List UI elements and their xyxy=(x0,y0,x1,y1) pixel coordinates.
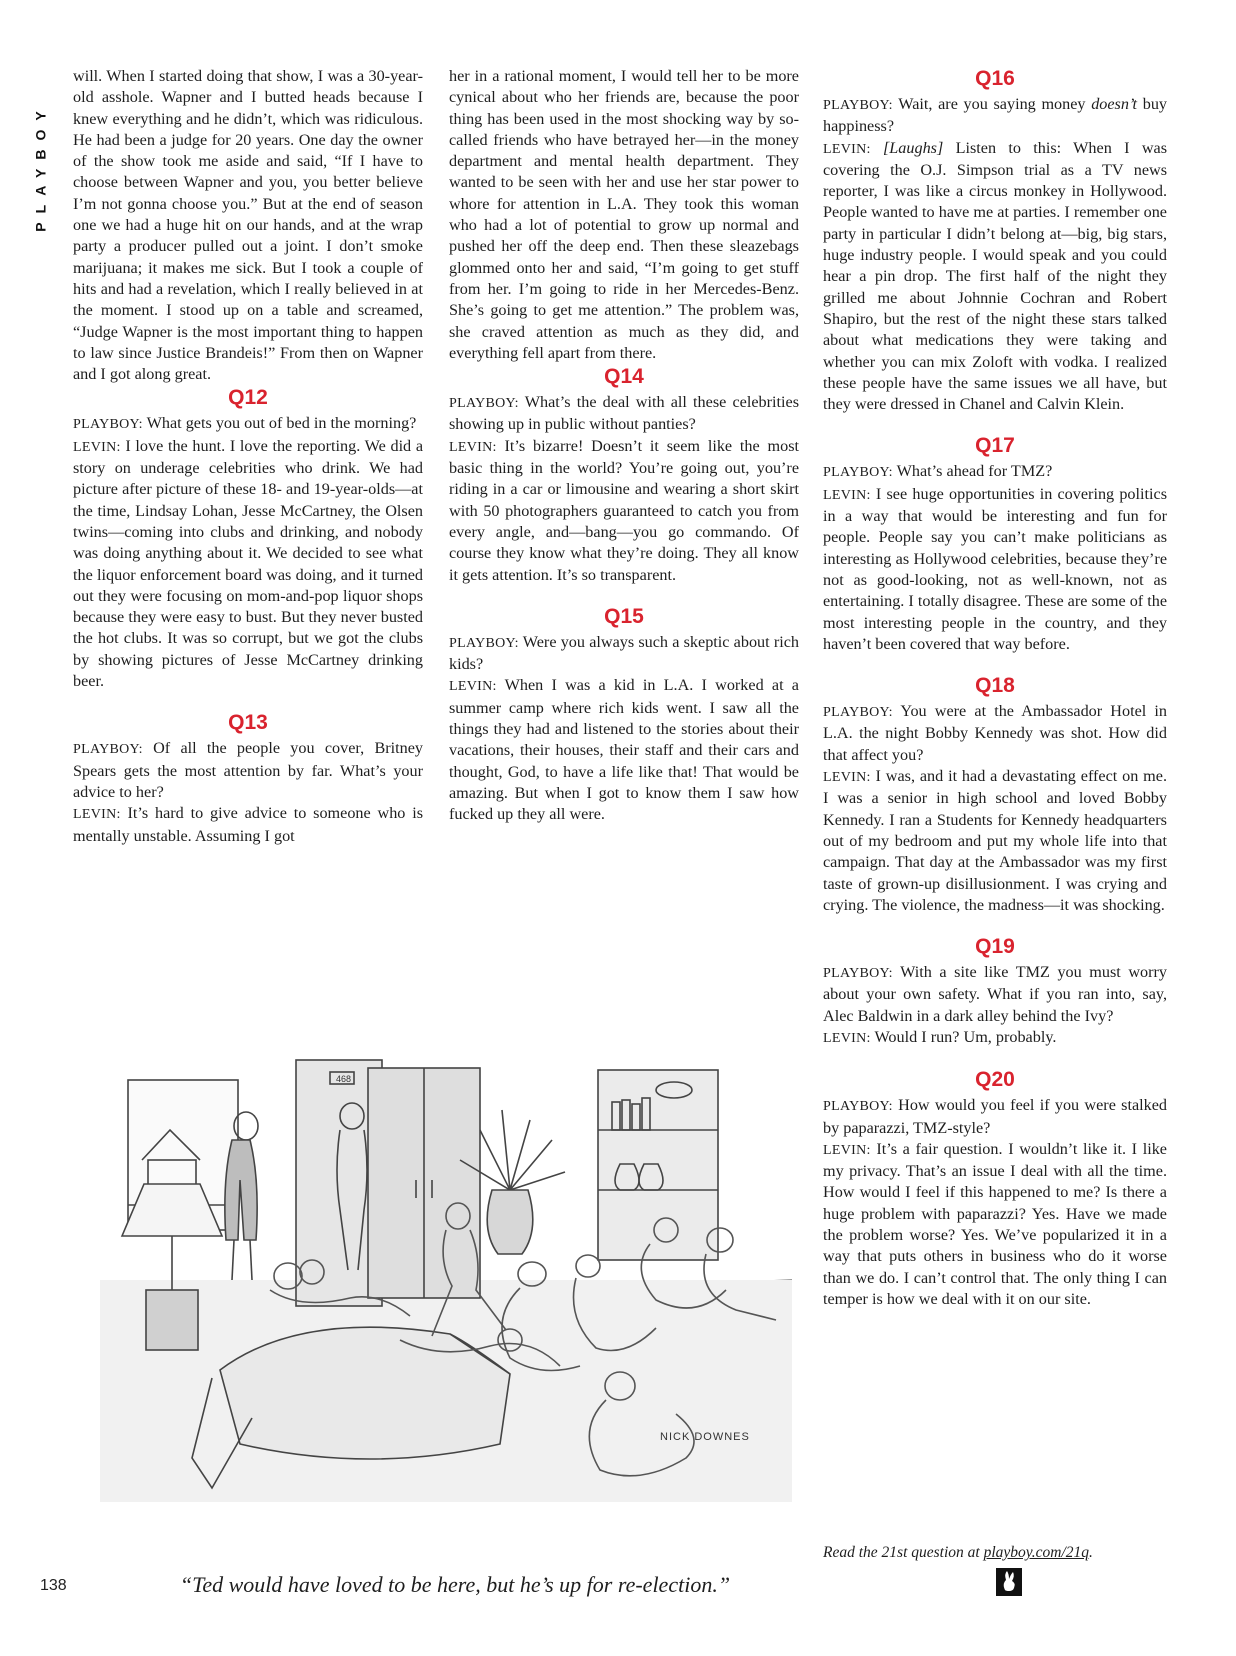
answer-body: Listen to this: When I was covering the O.J. Simpson trial as a TV news reporter, I was like a circus monkey in Hollywood. People wanted to have me at parties. I remember one party in particular I didn’t belong at—big, big stars, huge industry people. I would speak and you could hear a pin drop. The first half of the night they grilled me about Johnnie Cochran and Robert Shapiro, but the rest of the night these stars talked about what medications they were taking and whether you can mix Zoloft with vodka. I realized these people have the same issues we all have, but they were dressed in Chanel and Calvin Klein. xyxy=(823,138,1167,414)
question-text xyxy=(823,962,1167,1027)
column-3 xyxy=(823,66,1167,1328)
question-number: Q14 xyxy=(604,365,644,389)
answer-body: It’s a fair question. I wouldn’t like it. I like my privacy. That’s an issue I deal with all the time. How would I feel if this happened to me? Is there a huge problem with paparazzi? Yes. Have we made the problem worse? Yes. We’ve popularized it in a way that puts others in business who do it worse than we do. I can’t control that. The only thing I can temper is how we deal with it on our site. xyxy=(823,1139,1167,1308)
question-body: What gets you out of bed in the morning? xyxy=(146,414,417,433)
question-number: Q12 xyxy=(228,386,268,410)
question-12 xyxy=(73,385,423,692)
question-20 xyxy=(823,1067,1167,1310)
bunny-mark xyxy=(996,1568,1022,1596)
answer-text xyxy=(449,436,799,586)
answer-text xyxy=(823,138,1167,416)
answer-body: I was, and it had a devastating effect on me. I was a senior in high school and loved Bobby Kennedy. I ran a Students for Kennedy headquarters out of my bedroom and put my whole life into that campaign. That day at the Ambassador was my first taste of grown-up disillusionment. I was crying and crying. The violence, the madness—it was shocking. xyxy=(823,767,1168,914)
question-text xyxy=(449,392,799,436)
question-text xyxy=(823,461,1167,483)
question-body: Of all the people you cover, Britney Spears gets the most attention by far. What’s your advice to her? xyxy=(73,739,424,801)
speaker-levin: LEVIN: xyxy=(823,1142,871,1158)
question-15 xyxy=(449,604,799,826)
speaker-playboy: PLAYBOY: xyxy=(73,417,143,433)
answer-body: It’s bizarre! Doesn’t it seem like the most basic thing in the world? You’re going out, you’re riding in a car or limousine and wearing a short skirt with 50 photographers guaranteed to catch you from every angle, and—bang—you go commando. Of course they know what they’re doing. They all know it gets attention. It’s so transparent. xyxy=(449,436,800,584)
question-number: Q17 xyxy=(975,434,1015,458)
speaker-playboy: PLAYBOY: xyxy=(823,98,893,113)
answer-body: It’s hard to give advice to someone who is mentally unstable. Assuming I got xyxy=(73,804,423,845)
question-body: Were you always such a skeptic about rich kids? xyxy=(449,632,799,674)
page-number: 138 xyxy=(40,1577,67,1594)
column-1 xyxy=(73,66,423,865)
speaker-playboy: PLAYBOY: xyxy=(823,1099,893,1115)
question-17 xyxy=(823,433,1167,655)
answer-text xyxy=(823,484,1167,655)
note-text: Read the 21st question at xyxy=(823,1544,984,1561)
speaker-levin: LEVIN: xyxy=(823,487,871,503)
question-number: Q16 xyxy=(975,67,1015,90)
question-number: Q20 xyxy=(975,1068,1015,1092)
answer-text xyxy=(823,1027,1167,1049)
answer-text xyxy=(449,675,799,825)
question-body: You were at the Ambassador Hotel in L.A. the night Bobby Kennedy was shot. How did that affect you? xyxy=(823,702,1167,764)
cartoon-drawing xyxy=(100,1040,792,1502)
answer-text xyxy=(73,803,423,847)
question-number: Q18 xyxy=(975,674,1015,698)
answer-text xyxy=(73,436,423,693)
continued-answer: will. When I started doing that show, I was a 30-year-old asshole. Wapner and I butted heads because I knew everything and he didn’t, which was ridiculous. He had been a judge for 20 years. One day the owner of the show took me aside and said, “If I have to choose between Wapner and you, you better believe I’m not gonna choose you.” But at the end of season one we had a huge hit on our hands, and at the wrap party a producer pulled out a joint. I don’t smoke marijuana; it makes me sick. But I took a couple of hits and had a revelation, which I really believed in at the moment. I stood up on a table and screamed, “Judge Wapner is the most important thing to happen to law since Justice Brandeis!” From then on Wapner and I got along great. xyxy=(73,67,423,384)
note-end: . xyxy=(1089,1544,1093,1561)
question-13 xyxy=(73,710,423,846)
question-number: Q19 xyxy=(975,935,1015,959)
question-body: With a site like TMZ you must worry about your own safety. What if you ran into, say, Alec Baldwin in a dark alley behind the Ivy? xyxy=(823,963,1167,1025)
question-18 xyxy=(823,673,1167,916)
answer-text xyxy=(823,766,1167,916)
column-2 xyxy=(449,66,799,844)
question-text xyxy=(73,413,423,435)
question-emphasis: doesn’t xyxy=(1091,95,1138,113)
question-text xyxy=(823,701,1167,766)
question-body: How would you feel if you were stalked by paparazzi, TMZ-style? xyxy=(823,1096,1168,1137)
magazine-spine-label xyxy=(30,62,52,272)
speaker-playboy: PLAYBOY: xyxy=(823,465,893,481)
question-text xyxy=(73,738,423,803)
question-body-end: buy happiness? xyxy=(823,95,1168,136)
question-text xyxy=(823,94,1167,138)
speaker-levin: LEVIN: xyxy=(449,679,497,695)
speaker-playboy: PLAYBOY: xyxy=(73,742,143,758)
speaker-playboy: PLAYBOY: xyxy=(823,705,893,721)
cartoon-illustration xyxy=(100,1040,792,1502)
magazine-name: PLAYBOY xyxy=(33,102,50,232)
playboy-21q-link[interactable]: playboy.com/21q xyxy=(983,1544,1090,1561)
question-body: Wait, are you saying money xyxy=(898,95,1092,113)
question-text xyxy=(449,632,799,676)
speaker-levin: LEVIN: xyxy=(823,141,871,157)
speaker-levin: LEVIN: xyxy=(73,807,121,823)
question-body: What’s ahead for TMZ? xyxy=(896,462,1053,481)
continued-answer: her in a rational moment, I would tell her to be more cynical about who her friends are, because the poor thing has been used in the most shocking way by so-called friends who have betrayed her—in the money department and mental health department. They wanted to be seen with her and use her star power to whore for attention in L.A. They took this woman who had a lot of potential to grow up normal and pushed her off the deep end. Then these sleazebags glommed onto her and said, “I’m going to get stuff from her. I’m going to ride in her Mercedes-Benz. She’s going to get me attention.” The problem was, she craved attention as much as they did, and everything fell apart from there. xyxy=(449,67,799,362)
answer-body: I love the hunt. I love the reporting. We did a story on underage celebrities who drink. We had picture after picture of these 18- and 19-year-olds—at the time, Lindsay Lohan, Jesse McCartney, the Olsen twins—coming into clubs and drinking, and nobody was doing anything about it. We decided to see what the liquor enforcement board was doing, and it turned out they were focusing on mom-and-pop liquor shops because they were easy to bust. But they never busted the hot clubs. It was so corrupt, but we got the clubs by showing pictures of Jesse McCartney drinking beer. xyxy=(73,436,424,691)
answer-body: I see huge opportunities in covering politics in a way that would be interesting and fun for people. People say you can’t make politicians as interesting as Hollywood celebrities, because they’re not as good-looking, not as well-known, not as entertaining. I totally disagree. These are some of the most interesting people in the country, and they haven’t been covered that way before. xyxy=(823,484,1168,653)
question-body: What’s the deal with all these celebrities showing up in public without panties? xyxy=(449,393,799,434)
question-16 xyxy=(823,66,1167,415)
question-number: Q13 xyxy=(228,711,268,735)
speaker-levin: LEVIN: xyxy=(449,439,497,455)
artist-signature: NICK DOWNES xyxy=(660,1431,750,1443)
speaker-levin: LEVIN: xyxy=(73,439,121,455)
question-number: Q15 xyxy=(604,604,644,628)
speaker-playboy: PLAYBOY: xyxy=(449,396,519,412)
speaker-levin: LEVIN: xyxy=(823,1030,871,1046)
playboy-bunny-icon xyxy=(996,1568,1022,1596)
speaker-playboy: PLAYBOY: xyxy=(823,966,893,982)
answer-body: When I was a kid in L.A. I worked at a summer camp where rich kids went. I saw all the things they had and listened to the stories about their vacations, their houses, their staff and their cars and thought, God, to have a life like that! That would be amazing. But when I got to know them I saw how fucked up they all were. xyxy=(449,676,799,824)
question-19 xyxy=(823,934,1167,1049)
answer-text xyxy=(823,1139,1167,1310)
answer-body: Would I run? Um, probably. xyxy=(874,1027,1057,1046)
speaker-levin: LEVIN: xyxy=(823,770,871,786)
web-extra-note xyxy=(823,1544,1167,1562)
question-text xyxy=(823,1095,1167,1139)
speaker-playboy: PLAYBOY: xyxy=(449,635,519,651)
cartoon-caption: “Ted would have loved to be here, but he’s up for re-election.” xyxy=(179,1572,731,1597)
door-number: 468 xyxy=(336,1074,352,1084)
question-14 xyxy=(449,364,799,586)
stage-direction: [Laughs] xyxy=(883,138,944,157)
